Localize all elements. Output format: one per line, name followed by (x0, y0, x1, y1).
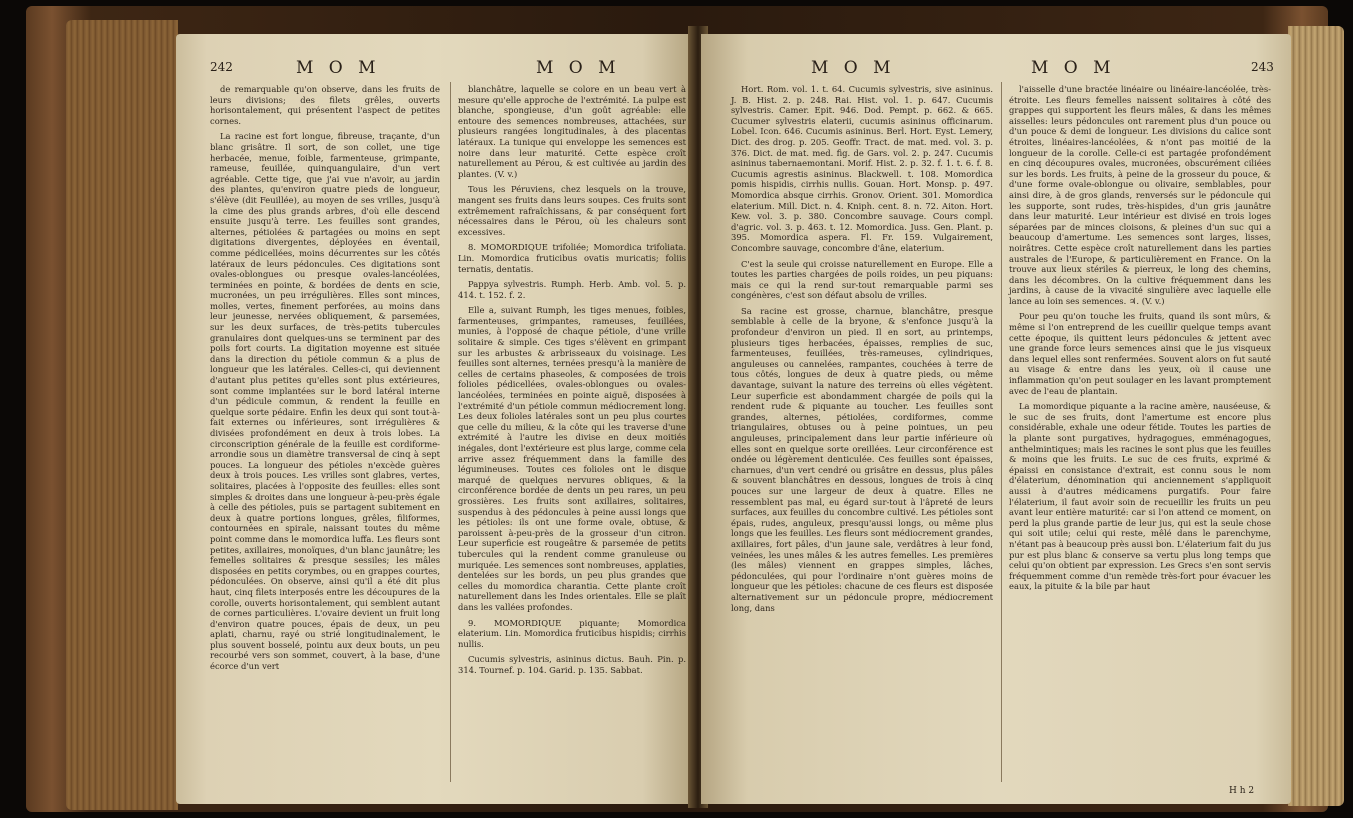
paragraph: La momordique piquante a la racine amère, nauséeuse, & le suc de ses fruits, dont l'amertume est encore plus considérable, exhale une odeur fétide. Toutes les parties de la plante sont purgatives, hydragogues, emménagogues, anthelmintiques; mais les racines le sont plus que les feuilles & moins que les fruits. Le suc de ces fruits, exprimé & épaissi en consistance d'extrait, est connu sous le nom d'élaterium, dénomination qui anciennement s'appliquoit aussi à d'autres médicamens purgatifs. Pour faire l'élaterium, il faut avoir soin de recueillir les fruits un peu avant leur entière maturité: car si l'on attend ce moment, on perd la plus grande partie de leur jus, qui est la seule chose qui soit utile; celui qui reste, mêlé dans le parenchyme, n'étant pas à beaucoup près aussi bon. L'élaterium fait du jus pur est plus blanc & conserve sa vertu plus long temps que celui qu'on obtient par expression. Les Grecs s'en sont servis fréquemment comme d'un remède très-fort pour évacuer les eaux, la pituite & la bile par haut (1009, 401, 1271, 592)
running-head-right-2: M O M (1031, 58, 1116, 78)
column-rule (1001, 82, 1002, 782)
paragraph: blanchâtre, laquelle se colore en un beau vert à mesure qu'elle approche de l'extrémité. La pulpe est blanche, spongieuse, d'un goût agréable: elle entoure des semences nombreuses, attachées, sur plusieurs rangées longitudinales, à des placentas latéraux. La tunique qui enveloppe les semences est noire dans leur maturité. Cette espèce croît naturellement au Pérou, & est cultivée au jardin des plantes. (V. v.) (458, 84, 686, 179)
paragraph: La racine est fort longue, fibreuse, traçante, d'un blanc grisâtre. Il sort, de son collet, une tige herbacée, menue, foible, farmenteuse, grimpante, rameuse, feuillée, quinquangulaire, d'un vert agréable. Cette tige, que j'ai vue n'avoir, au jardin des plantes, qu'environ quatre pieds de longueur, s'élève (dit Feuillée), au moyen de ses vrilles, jusqu'à la cime des plus grands arbres, d'où elle descend ensuite jusqu'à terre. Les feuilles sont grandes, alternes, pétiolées & partagées ou moins en sept digitations divergentes, déployées en éventail, comme pédicellées, moins décurrentes sur les côtés latéraux de leurs pédoncules. Ces digitations sont ovales-oblongues ou presque ovales-lancéolées, terminées en pointe, & bordées de dents en scie, mucronées, un peu irrégulières. Elles sont minces, molles, vertes, finement perforées, au moins dans leur jeunesse, nervées obliquement, & parsemées, sur les deux surfaces, de très-petits tubercules granulaires dont quelques-uns se terminent par des poils fort courts. La digitation moyenne est située dans la direction du pétiole commun & a plus de longueur que les latérales. Celles-ci, qui deviennent d'autant plus petites qu'elles sont plus extérieures, sont comme implantées sur le bord latéral interne d'un pédicule commun, & rendent la feuille en quelque sorte pédaire. Enfin les deux qui sont tout-à-fait externes ou inférieures, sont irrégulières & divisées profondément en deux à trois lobes. La circonscription générale de la feuille est cordiforme-arrondie sous un diamètre transversal de cinq à sept pouces. La longueur des pétioles n'excède guères deux à trois pouces. Les vrilles sont glabres, vertes, solitaires, placées à l'opposite des feuilles: elles sont simples & droites dans une longueur à-peu-près égale à celle des pétioles, puis se partagent subitement en deux à quatre portions longues, grêles, filiformes, contournées en spirale, naissant toutes du même point comme dans le momordica luffa. Les fleurs sont petites, axillaires, monoïques, d'un blanc jaunâtre; les femelles solitaires & presque sessiles; les mâles disposées en petits corymbes, ou en grappes courtes, pédonculées. On observe, ainsi qu'il a été dit plus haut, cinq filets interposés entre les découpures de la corolle, ouverts horisontalement, qui semblent autant de cornes particulières. L'ovaire devient un fruit long d'environ quatre pouces, épais de deux, un peu aplati, charnu, rayé ou strié longitudinalement, le plus souvent bosselé, pointu aux deux bouts, un peu recourbé vers son sommet, couvert, à la base, d'une écorce d'un vert (210, 131, 440, 672)
paragraph: 9. MOMORDIQUE piquante; Momordica elaterium. Lin. Momordica fruticibus hispidis; cirrhis nullis. (458, 617, 686, 649)
running-head-right-1: M O M (811, 58, 896, 78)
left-page-column-2 (458, 84, 686, 680)
page-number-left: 242 (210, 60, 233, 74)
paragraph: Hort. Rom. vol. 1. t. 64. Cucumis sylvestris, sive asininus. J. B. Hist. 2. p. 248. Rai. Hist. vol. 1. p. 647. Cucumis sylvestris. Camer. Epit. 946. Dod. Pempt. p. 662. & 665. Cucumer sylvestris elaterii, cucumis asininus officinarum. Lobel. Icon. 646. Cucumis asininus. Berl. Hort. Eyst. Lemery, Dict. des drog. p. 205. Geoffr. Tract. de mat. med. vol. 3. p. 376. Dict. de mat. med. fig. de Gars. vol. 2. p. 247. Cucumis asininus tabernaemontani. Morif. Hist. 2. p. 32. f. 1. t. 6. f. 8. Cucumis agrestis asininus. Blackwell. t. 108. Momordica pomis hispidis, cirrhis nullis. Gouan. Hort. Monsp. p. 497. Momordica absque cirrhis. Gronov. Orient. 301. Momordica elaterium. Mill. Dict. n. 4. Kniph. cent. 8. n. 72. Aiton. Hort. Kew. vol. 3. p. 380. Concombre sauvage. Cours compl. d'agric. vol. 3. p. 463. t. 12. Momordica. Juss. Gen. Plant. p. 395. Momordica aspera. Fl. Fr. 159. Vulgairement, Concombre sauvage, concombre d'âne, elaterium. (731, 84, 993, 253)
right-page-column-2 (1009, 84, 1271, 597)
left-page-column-1 (210, 84, 440, 677)
left-page (176, 34, 694, 804)
paragraph: Pour peu qu'on touche les fruits, quand ils sont mûrs, & même si l'on entreprend de les cueillir quelque temps avant cette époque, ils quittent leurs pédoncules & jettent avec une grande force leurs semences ainsi que le jus visqueux dans lequel elles sont renfermées. Souvent alors on fut sauté au visage & entre dans les yeux, où il cause une inflammation qu'on peut soulager en les lavant promptement avec de l'eau de plantain. (1009, 311, 1271, 396)
paragraph: Elle a, suivant Rumph, les tiges menues, foibles, farmenteuses, grimpantes, rameuses, feuillées, munies, à l'opposé de chaque pétiole, d'une vrille solitaire & simple. Ces tiges s'élèvent en grimpant sur les arbustes & arbrisseaux du voisinage. Les feuilles sont alternes, ternées presqu'à la manière de celles de certains phaseoles, & composées de trois folioles pédicellées, ovales-oblongues ou ovales-lancéolées, terminées en pointe aiguë, disposées à l'extrémité d'un pétiole commun médiocrement long. Les deux folioles latérales sont un peu plus courtes que celle du milieu, & la côte qui les traverse d'une extrémité à l'autre les divise en deux moitiés inégales, dont l'extérieure est plus large, comme cela arrive assez fréquemment dans la famille des légumineuses. Toutes ces folioles ont le disque marqué de quelques nervures obliques, & la circonférence bordée de dents un peu rares, un peu grossières. Les fruits sont axillaires, solitaires, suspendus à des pédoncules à peine aussi longs que les pétioles: ils ont une forme ovale, obtuse, & paroissent à-peu-près de la grosseur d'un citron. Leur superficie est rougeâtre & parsemée de petits tubercules qui la rendent comme granuleuse ou muriquée. Les semences sont nombreuses, applaties, dentelées sur les bords, un peu plus grandes que celles du momordica charantia. Cette plante croît naturellement dans les Indes orientales. Elle se plaît dans les vallées profondes. (458, 305, 686, 612)
paragraph: de remarquable qu'on observe, dans les fruits de leurs divisions; des filets grêles, ouverts horisontalement, qui présentent l'aspect de petites cornes. (210, 84, 440, 126)
paragraph: C'est la seule qui croisse naturellement en Europe. Elle a toutes les parties chargées de poils roides, un peu piquans: mais ce qui la rend sur-tout remarquable parmi ses congénères, c'est son défaut absolu de vrilles. (731, 258, 993, 301)
column-rule (450, 82, 451, 782)
right-page (701, 34, 1291, 804)
paragraph: l'aisselle d'une bractée linéaire ou linéaire-lancéolée, très-étroite. Les fleurs femelles naissent solitaires à côté des grappes qui supportent les fleurs mâles, & dans les mêmes aisselles: leurs pédoncules ont rarement plus d'un pouce ou d'un pouce & demi de longueur. Les divisions du calice sont étroites, linéaires-lancéolées, & n'ont pas moitié de la longueur de la corolle. Celle-ci est partagée profondément en cinq découpures ovales, mucronées, obscurément ciliées sur les bords. Les fruits, à peine de la grosseur du pouce, & d'une forme ovale-oblongue ou olivaire, semblables, pour ainsi dire, à de gros glands, renversés sur le pédoncule qui les supporte, sont rudes, très-hispides, d'un gris jaunâtre dans leur maturité. Leur intérieur est divisé en trois loges séparées par de minces cloisons, & pleines d'un suc qui a beaucoup d'amertume. Les semences sont larges, lisses, noirâtres. Cette espèce croît naturellement dans les parties australes de l'Europe, & particulièrement en France. On la trouve aux lieux stériles & pierreux, le long des chemins, dans les décombres. On la cultive fréquemment dans les jardins, à cause de la vivacité singulière avec laquelle elle lance au loin ses semences. ♃. (V. v.) (1009, 84, 1271, 306)
paragraph: 8. MOMORDIQUE trifoliée; Momordica trifoliata. Lin. Momordica fruticibus ovatis muricatis; foliis ternatis, dentatis. (458, 242, 686, 274)
signature-mark: H h 2 (1229, 786, 1255, 796)
running-head-left-2: M O M (536, 58, 621, 78)
book-edge-right (1288, 26, 1344, 806)
paragraph: Tous les Péruviens, chez lesquels on la trouve, mangent ses fruits dans leurs soupes. Ces fruits sont extrêmement rafraîchissans, & par conséquent fort nécessaires dans le Pérou, où les chaleurs sont excessives. (458, 184, 686, 237)
running-head-left-1: M O M (296, 58, 381, 78)
paragraph: Pappya sylvestris. Rumph. Herb. Amb. vol. 5. p. 414. t. 152. f. 2. (458, 279, 686, 300)
book (26, 6, 1328, 812)
right-page-column-1 (731, 84, 993, 618)
book-edge-left (66, 20, 178, 810)
paragraph: Sa racine est grosse, charnue, blanchâtre, presque semblable à celle de la bryone, & s'enfonce jusqu'à la profondeur d'environ un pied. Il en sort, au printemps, plusieurs tiges herbacées, épaisses, remplies de suc, farmenteuses, feuillées, très-rameuses, cylindriques, anguleuses ou cannelées, rampantes, couchées à terre de tous côtés, longues de deux à quatre pieds, ou même davantage, suivant la nature des terreins où elles végètent. Leur superficie est abondamment chargée de poils qui la rendent rude & piquante au toucher. Les feuilles sont grandes, alternes, pétiolées, cordiformes, comme triangulaires, obtuses ou à peine pointues, un peu anguleuses, principalement dans leur partie inférieure où elles sont en quelque sorte oreillées. Leur circonférence est ondée ou légèrement denticulée. Ces feuilles sont épaisses, charnues, d'un vert cendré ou grisâtre en dessus, plus pâles & souvent blanchâtres en dessous, longues de trois à cinq pouces sur une largeur de deux à quatre. Elles ne ressemblent pas mal, eu égard sur-tout à l'âpreté de leurs surfaces, aux feuilles du concombre cultivé. Les pétioles sont épais, rudes, anguleux, presqu'aussi longs, ou même plus longs que les feuilles. Les fleurs sont médiocrement grandes, axillaires, fort pâles, d'un jaune sale, verdâtres à leur fond, veinées, les unes mâles & les autres femelles. Les premières (les mâles) viennent en grappes simples, lâches, pédonculées, qui pour l'ordinaire n'ont guères moins de longueur que les pétioles: chacune de ces fleurs est disposée alternativement sur un pédoncule propre, médiocrement long, dans (731, 305, 993, 613)
page-number-right: 243 (1251, 60, 1274, 74)
paragraph: Cucumis sylvestris, asininus dictus. Bauh. Pin. p. 314. Tournef. p. 104. Garid. p. 135. Sabbat. (458, 654, 686, 675)
